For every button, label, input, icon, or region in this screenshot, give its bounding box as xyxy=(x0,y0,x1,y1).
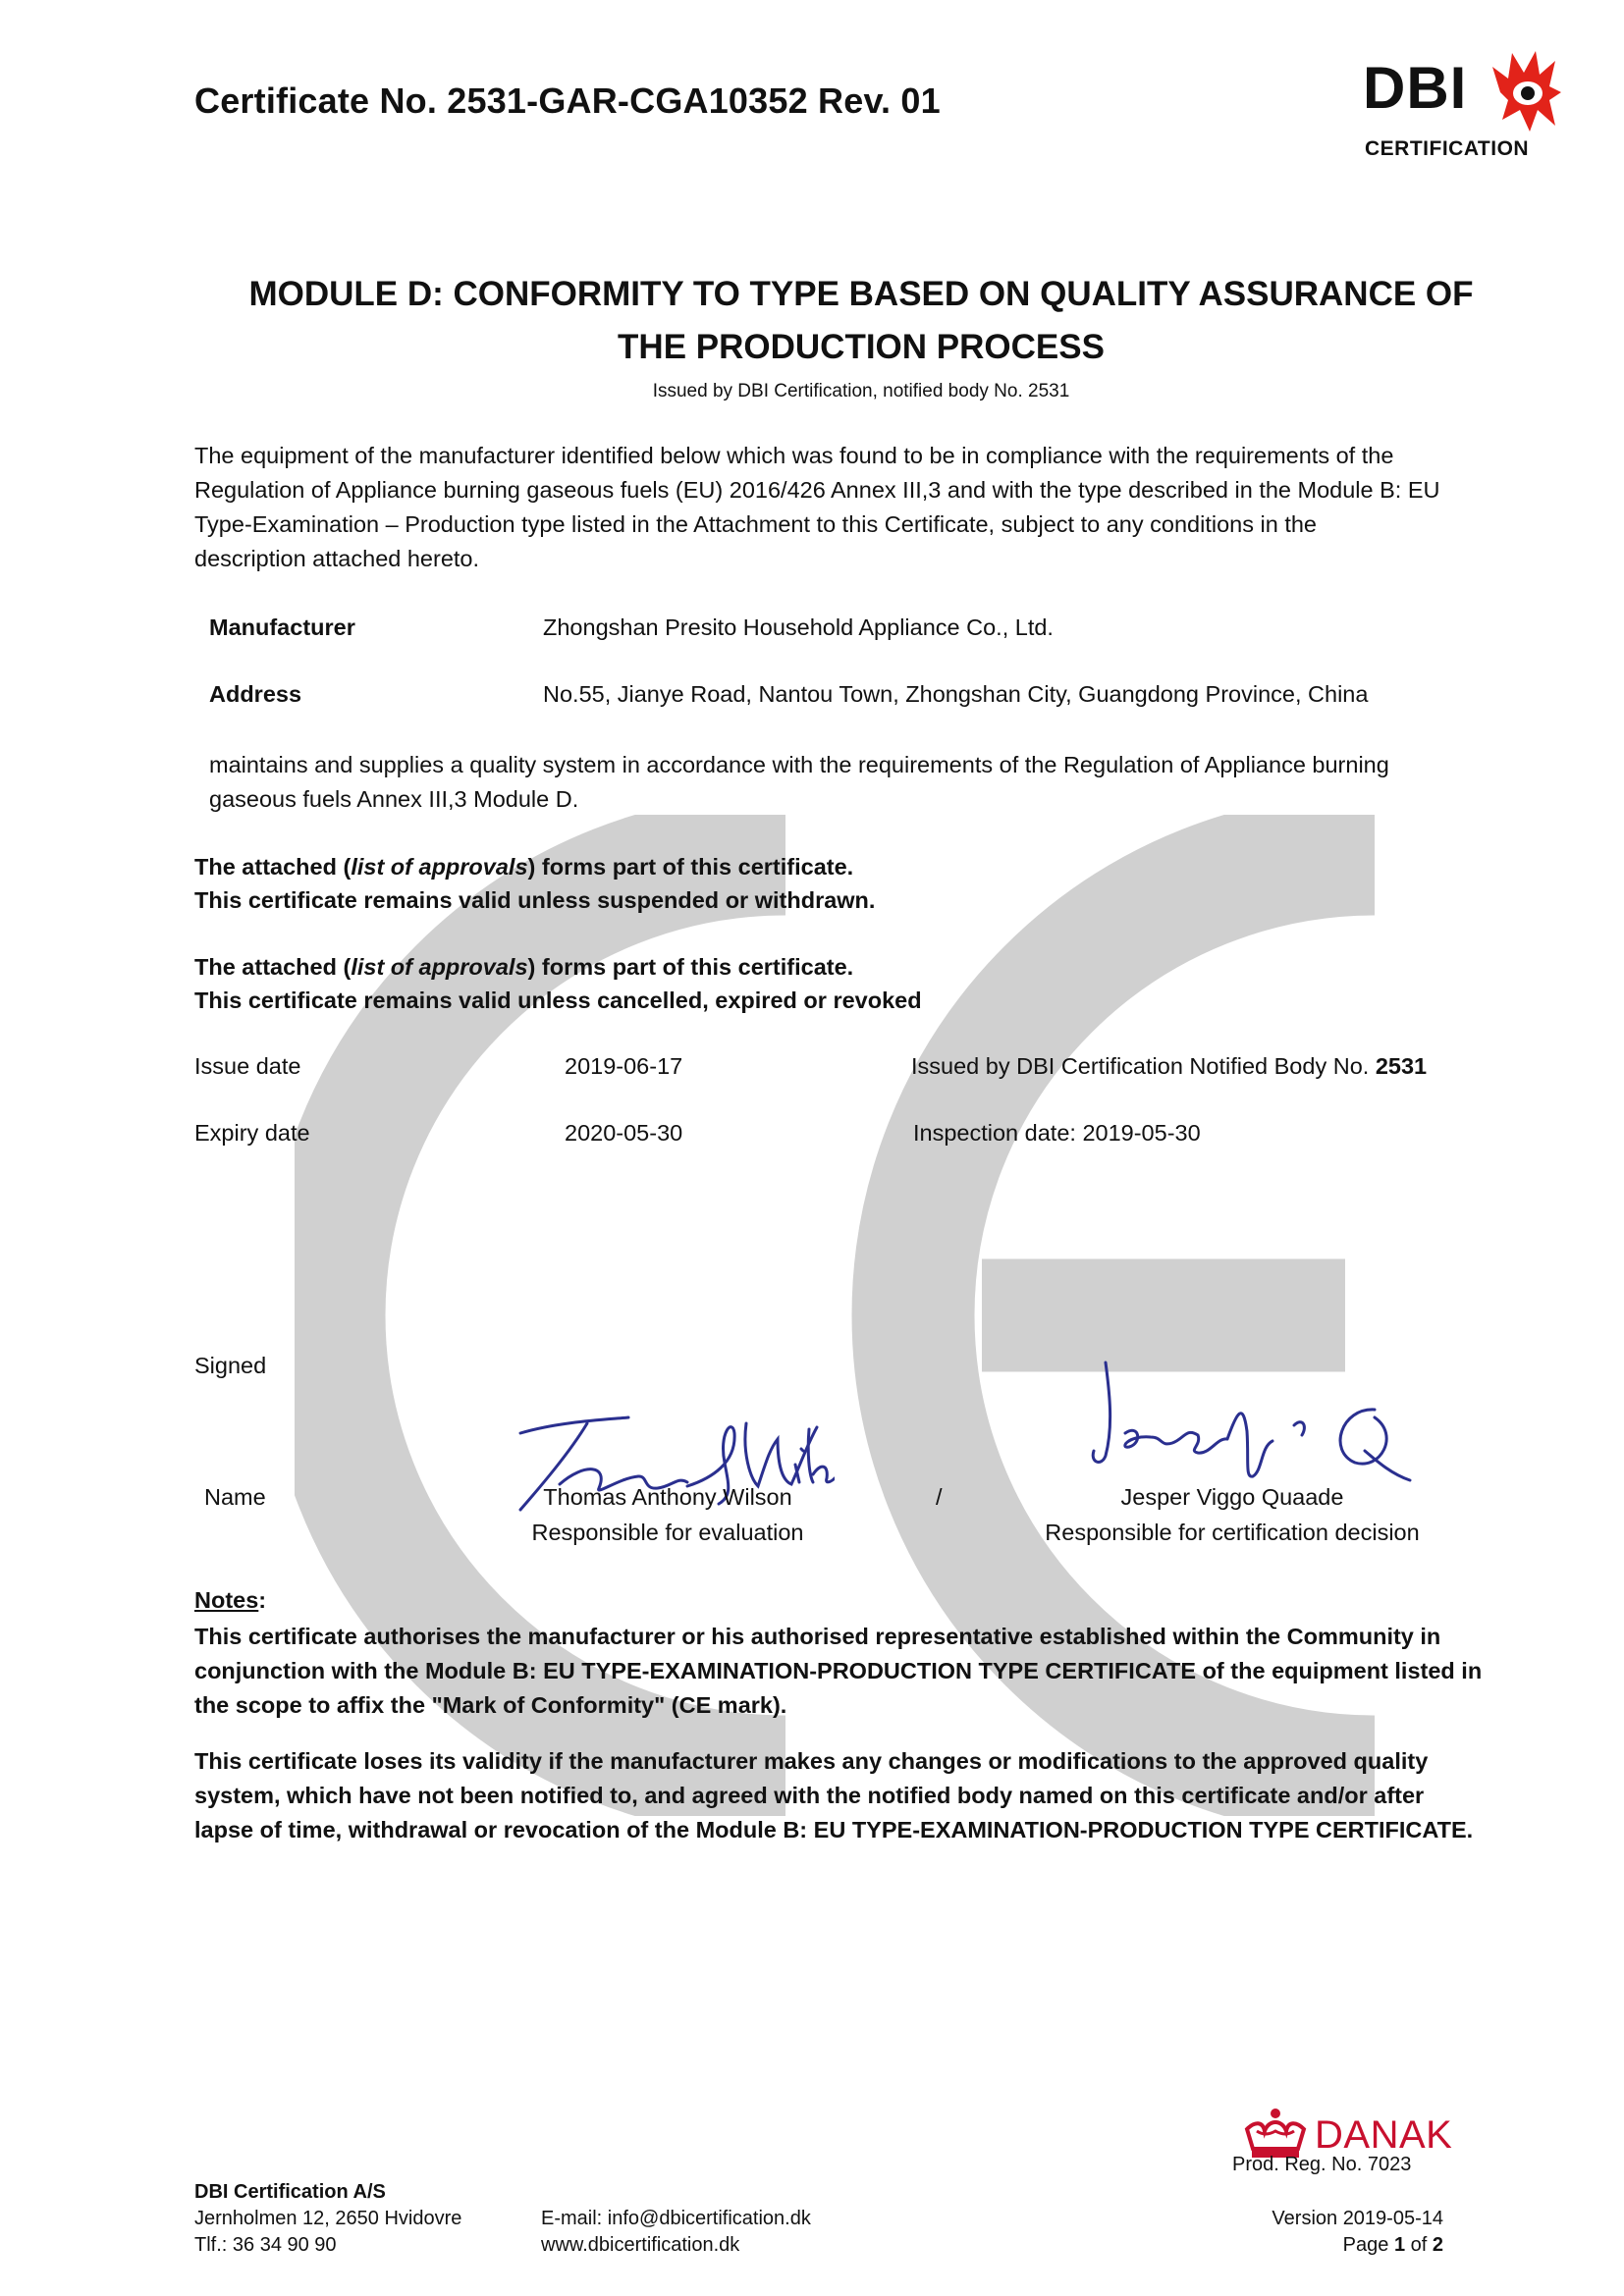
footer-company-block xyxy=(194,2179,461,2259)
validity-line: This certificate remains valid unless suspended or withdrawn. xyxy=(194,887,876,913)
signature-separator: / xyxy=(936,1484,943,1510)
issue-date-label: Issue date xyxy=(194,1053,301,1079)
page-current: 1 xyxy=(1393,2234,1406,2256)
notes-line: conjunction with the Module B: EU TYPE-EXAMINATION-PRODUCTION TYPE CERTIFICATE of the equipment listed in xyxy=(194,1658,1483,1683)
manufacturer-label: Manufacturer xyxy=(209,614,355,640)
signer-2-block xyxy=(1001,1484,1463,1546)
validity-statement-1 xyxy=(194,850,1471,917)
notes-heading: Notes: xyxy=(194,1587,267,1613)
logo-brand-text: DBI xyxy=(1363,55,1468,121)
validity-line: The attached (list of approvals) forms part of this certificate. xyxy=(194,854,854,880)
footer-contact-block xyxy=(541,2206,811,2259)
notes-line: This certificate authorises the manufacturer or his authorised representative established within the Community in xyxy=(194,1624,1441,1649)
notes-line: This certificate loses its validity if the manufacturer makes any changes or modifications to the approved quality xyxy=(194,1748,1429,1774)
quality-system-paragraph xyxy=(209,748,1564,817)
issue-date-value: 2019-06-17 xyxy=(565,1053,683,1079)
signer-2-name: Jesper Viggo Quaade xyxy=(1120,1484,1344,1510)
notes-paragraph-1 xyxy=(194,1620,1549,1723)
expiry-date-value: 2020-05-30 xyxy=(565,1120,683,1146)
list-of-approvals-emphasis: list of approvals xyxy=(351,954,528,980)
expiry-date-label: Expiry date xyxy=(194,1120,310,1146)
footer-phone: Tlf.: 36 34 90 90 xyxy=(194,2234,337,2256)
signer-1-name: Thomas Anthony Wilson xyxy=(543,1484,792,1510)
inspection-date: Inspection date: 2019-05-30 xyxy=(913,1120,1201,1146)
notes-title: Notes xyxy=(194,1587,259,1613)
intro-paragraph xyxy=(194,439,1569,576)
module-title-line-1: MODULE D: CONFORMITY TO TYPE BASED ON QUALITY ASSURANCE OF xyxy=(248,275,1474,313)
signer-2-role: Responsible for certification decision xyxy=(1045,1520,1420,1545)
module-title-line-2: THE PRODUCTION PROCESS xyxy=(618,328,1105,366)
intro-line: Regulation of Appliance burning gaseous fuels (EU) 2016/426 Annex III,3 and with the type described in the Module B: EU xyxy=(194,477,1440,503)
notes-line: the scope to affix the "Mark of Conformity" (CE mark). xyxy=(194,1692,787,1718)
intro-line: description attached hereto. xyxy=(194,546,480,571)
quality-system-line: maintains and supplies a quality system in accordance with the requirements of the Regulation of Appliance burning xyxy=(209,752,1389,777)
dbi-certification-logo xyxy=(1355,49,1561,172)
danak-text: DANAK xyxy=(1315,2113,1453,2157)
notes-line: system, which have not been notified to, and agreed with the notified body named on this certificate and/or after xyxy=(194,1783,1425,1808)
signer-1-block xyxy=(511,1484,825,1546)
list-of-approvals-emphasis: list of approvals xyxy=(351,854,528,880)
notes-paragraph-2 xyxy=(194,1744,1549,1847)
certificate-number: Certificate No. 2531-GAR-CGA10352 Rev. 01 xyxy=(194,80,941,121)
validity-line: The attached (list of approvals) forms part of this certificate. xyxy=(194,954,854,980)
footer-website: www.dbicertification.dk xyxy=(541,2234,740,2256)
page-indicator: Page 1 of 2 xyxy=(1342,2234,1443,2256)
signed-label: Signed xyxy=(194,1353,267,1378)
page-total: 2 xyxy=(1432,2234,1443,2256)
logo-subtitle-text: CERTIFICATION xyxy=(1365,137,1530,160)
notified-body-line: Issued by DBI Certification Notified Body No. 2531 xyxy=(911,1053,1428,1079)
footer-version-block xyxy=(1178,2206,1443,2259)
issued-by-subtitle: Issued by DBI Certification, notified body No. 2531 xyxy=(652,381,1070,401)
prod-reg-number: Prod. Reg. No. 7023 xyxy=(1232,2154,1412,2175)
notified-body-number: 2531 xyxy=(1375,1053,1428,1079)
manufacturer-value: Zhongshan Presito Household Appliance Co., Ltd. xyxy=(543,614,1054,640)
footer-company: DBI Certification A/S xyxy=(194,2181,386,2203)
signer-1-role: Responsible for evaluation xyxy=(531,1520,804,1545)
notes-line: lapse of time, withdrawal or revocation of the Module B: EU TYPE-EXAMINATION-PRODUCTION TYPE CERTIFICATE. xyxy=(194,1817,1474,1842)
address-value: No.55, Jianye Road, Nantou Town, Zhongshan City, Guangdong Province, China xyxy=(543,681,1369,707)
intro-line: Type-Examination – Production type listed in the Attachment to this Certificate, subject to any conditions in the xyxy=(194,511,1317,537)
validity-statement-2 xyxy=(194,950,1471,1017)
flame-eye-icon xyxy=(1490,49,1561,133)
signature-jesper-quaade xyxy=(1080,1353,1414,1490)
quality-system-line: gaseous fuels Annex III,3 Module D. xyxy=(209,786,579,812)
name-label: Name xyxy=(204,1484,266,1510)
validity-line: This certificate remains valid unless cancelled, expired or revoked xyxy=(194,988,922,1013)
footer-version: Version 2019-05-14 xyxy=(1272,2208,1443,2229)
footer-street: Jernholmen 12, 2650 Hvidovre xyxy=(194,2208,462,2229)
address-label: Address xyxy=(209,681,302,707)
intro-line: The equipment of the manufacturer identified below which was found to be in compliance with the requirements of the xyxy=(194,443,1394,468)
footer-email: E-mail: info@dbicertification.dk xyxy=(541,2208,811,2229)
